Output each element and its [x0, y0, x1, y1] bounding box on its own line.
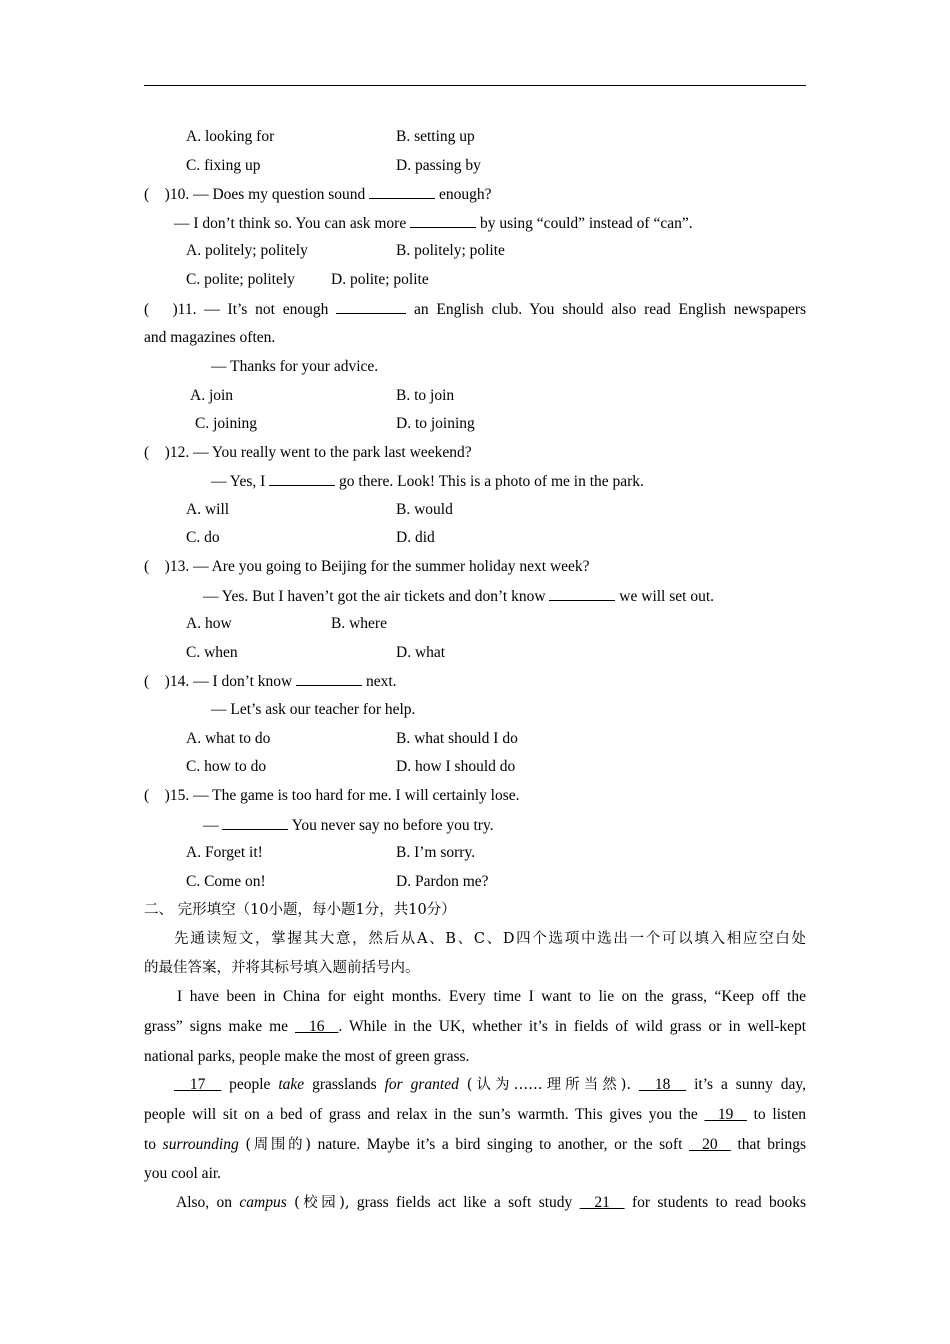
answer-blank — [336, 299, 406, 314]
q10-option-b: B. politely; polite — [396, 242, 505, 259]
q9-option-b: B. setting up — [396, 128, 475, 145]
q12-option-b: B. would — [396, 501, 453, 518]
answer-blank — [269, 471, 335, 486]
question-number: ( )12. — [144, 444, 190, 461]
cloze-blank-20: 20 — [689, 1136, 731, 1153]
q11-option-d: D. to joining — [396, 415, 475, 432]
answer-blank — [222, 815, 288, 830]
section-instructions: 先通读短文，掌握其大意，然后从A、B、C、D四个选项中选出一个可以填入相应空白处 — [174, 931, 806, 947]
q12-response: — Yes, I go there. Look! This is a photo of me in the park. — [211, 473, 644, 490]
passage-line: you cool air. — [144, 1165, 222, 1182]
q11-question-cont: and magazines often. — [144, 329, 276, 346]
q10-option-d: D. polite; polite — [331, 271, 429, 288]
q10-option-a: A. politely; politely — [186, 242, 308, 259]
q15-question: ( )15. — The game is too hard for me. I will certainly lose. — [144, 787, 520, 804]
q12-option-a: A. will — [186, 501, 230, 518]
q11-option-b: B. to join — [396, 387, 455, 404]
q13-response: — Yes. But I haven’t got the air tickets and don’t know we will set out. — [203, 588, 715, 605]
q14-option-d: D. how I should do — [396, 758, 516, 775]
answer-blank — [410, 213, 476, 228]
q10-option-c: C. polite; politely — [186, 271, 295, 288]
cloze-blank-21: 21 — [579, 1194, 625, 1211]
section-heading: 二、 完形填空（10小题，每小题1分，共10分） — [144, 902, 456, 918]
q9-option-d: D. passing by — [396, 157, 481, 174]
q11-response: — Thanks for your advice. — [211, 358, 379, 375]
cloze-blank-19: 19 — [704, 1106, 747, 1123]
q13-option-b: B. where — [331, 615, 387, 632]
answer-blank — [549, 586, 615, 601]
q12-option-c: C. do — [186, 529, 220, 546]
q15-option-a: A. Forget it! — [186, 844, 263, 861]
q15-option-b: B. I’m sorry. — [396, 844, 476, 861]
question-number: ( )10. — [144, 186, 190, 203]
q13-option-a: A. how — [186, 615, 232, 632]
q12-question: ( )12. — You really went to the park last weekend? — [144, 444, 472, 461]
q15-response: — You never say no before you try. — [203, 817, 494, 834]
passage-line: I have been in China for eight months. Every time I want to lie on the grass, “Keep off the — [177, 988, 806, 1005]
question-number: ( )11. — [144, 301, 197, 318]
question-number: ( )15. — [144, 787, 190, 804]
q15-option-c: C. Come on! — [186, 873, 266, 890]
q14-option-b: B. what should I do — [396, 730, 518, 747]
passage-line: 17 people take grasslands for granted (认为……理所当然). 18 it’s a sunny day, — [174, 1076, 806, 1093]
passage-line: national parks, people make the most of green grass. — [144, 1048, 470, 1065]
q13-question: ( )13. — Are you going to Beijing for the summer holiday next week? — [144, 558, 590, 575]
q13-option-d: D. what — [396, 644, 446, 661]
q9-option-c: C. fixing up — [186, 157, 261, 174]
q14-option-a: A. what to do — [186, 730, 271, 747]
passage-line: grass” signs make me 16 . While in the UK, whether it’s in fields of wild grass or in well-kept — [144, 1018, 807, 1035]
q13-option-c: C. when — [186, 644, 238, 661]
q10-question: ( )10. — Does my question sound enough? — [144, 186, 492, 203]
q14-option-c: C. how to do — [186, 758, 267, 775]
cloze-blank-18: 18 — [639, 1076, 687, 1093]
q9-option-a: A. looking for — [186, 128, 275, 145]
header-rule — [144, 85, 806, 86]
question-number: ( )13. — [144, 558, 190, 575]
cloze-blank-17: 17 — [174, 1076, 222, 1093]
q11-option-a: A. join — [190, 387, 234, 404]
answer-blank — [296, 671, 362, 686]
section-instructions-cont: 的最佳答案，并将其标号填入题前括号内。 — [144, 960, 420, 976]
q11-question: ( )11. — It’s not enough an English club. You should also read English newspapers — [144, 301, 807, 318]
question-number: ( )14. — [144, 673, 190, 690]
passage-line: to surrounding (周围的) nature. Maybe it’s a bird singing to another, or the soft 20 that brings — [144, 1136, 807, 1153]
q15-option-d: D. Pardon me? — [396, 873, 489, 890]
cloze-blank-16: 16 — [295, 1018, 339, 1035]
q14-question: ( )14. — I don’t know next. — [144, 673, 397, 690]
passage-line: Also, on campus (校园), grass fields act like a soft study 21 for students to read books — [176, 1194, 807, 1211]
passage-line: people will sit on a bed of grass and relax in the sun’s warmth. This gives you the 19 to listen — [144, 1106, 806, 1123]
answer-blank — [369, 184, 435, 199]
q11-option-c: C. joining — [195, 415, 258, 432]
q14-response: — Let’s ask our teacher for help. — [211, 701, 416, 718]
q10-response: — I don’t think so. You can ask more by using “could” instead of “can”. — [174, 215, 693, 232]
q12-option-d: D. did — [396, 529, 435, 546]
